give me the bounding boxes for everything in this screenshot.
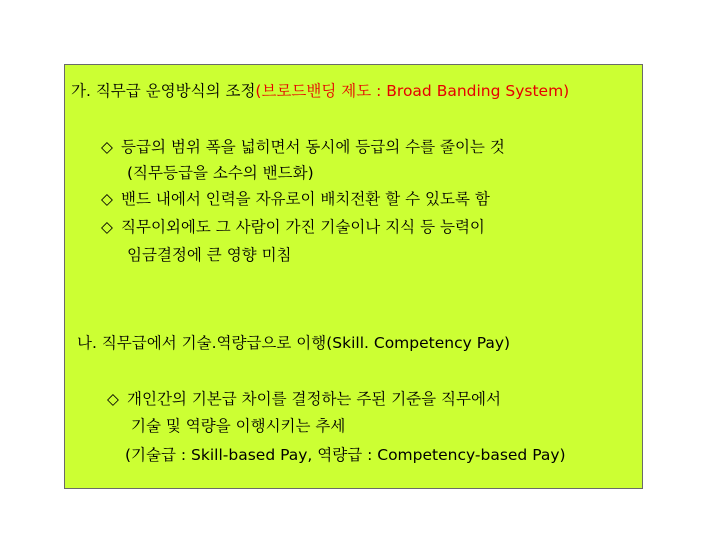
section-b-cont-1	[131, 416, 345, 436]
diamond-icon: ◇	[101, 218, 113, 236]
bullet-1-line-1: 등급의 범위 폭을 넓히면서 동시에 등급의 수를 줄이는 것	[121, 138, 505, 156]
section-b-heading-text: 나. 직무급에서 기술.역량급으로 이행(Skill. Competency Pay)	[77, 334, 511, 352]
section-b-line-2: 기술 및 역량을 이행시키는 추세	[131, 417, 346, 435]
section-a-bullet-1-cont	[127, 163, 314, 183]
diamond-icon: ◇	[107, 390, 119, 408]
diamond-icon: ◇	[101, 190, 113, 208]
bullet-1-line-2: (직무등급을 소수의 밴드화)	[127, 164, 314, 182]
section-a-heading-text: 가. 직무급 운영방식의 조정	[71, 82, 256, 100]
bullet-3-line-2: 임금결정에 큰 영향 미침	[127, 246, 292, 264]
section-a-heading-accent: (브로드밴딩 제도 : Broad Banding System)	[255, 82, 570, 100]
section-a-bullet-2	[101, 189, 490, 209]
section-b-heading	[77, 333, 510, 353]
section-a-heading	[71, 81, 569, 101]
section-b-line-3: (기술급 : Skill-based Pay, 역량급 : Competency-based Pay)	[125, 446, 566, 464]
section-b-line-1: 개인간의 기본급 차이를 결정하는 주된 기준을 직무에서	[127, 390, 501, 408]
bullet-3-line-1: 직무이외에도 그 사람이 가진 기술이나 지식 등 능력이	[121, 218, 485, 236]
section-b-cont-2	[125, 445, 566, 465]
section-a-bullet-1	[101, 137, 505, 157]
bullet-2-line-1: 밴드 내에서 인력을 자유로이 배치전환 할 수 있도록 함	[121, 190, 490, 208]
section-b-bullet	[107, 389, 501, 409]
section-a-bullet-3-cont	[127, 245, 292, 265]
content-panel	[64, 64, 643, 489]
diamond-icon: ◇	[101, 138, 113, 156]
section-a-bullet-3	[101, 217, 485, 237]
